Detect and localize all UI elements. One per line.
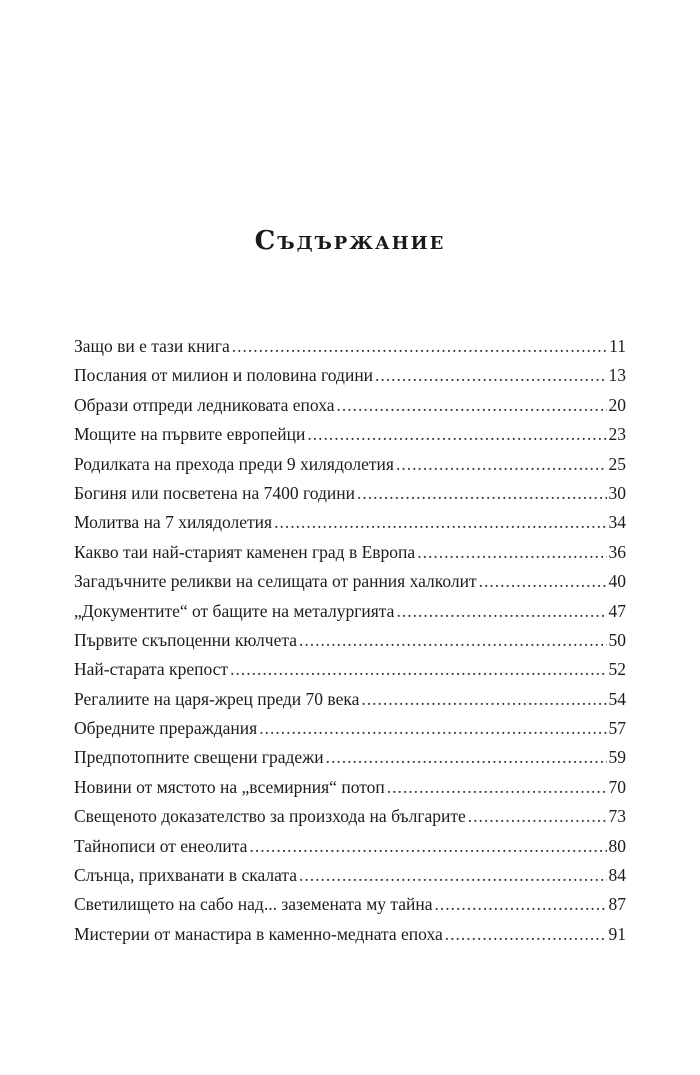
toc-entry [74,391,626,420]
toc-entry-title: Свещеното доказателство за произхода на българите [74,806,466,827]
toc-leader-dots [387,773,607,802]
toc-entry-title: Защо ви е тази книга [74,336,230,356]
toc-entry-title: Загадъчните реликви на селищата от ранния халколит [74,571,477,592]
toc-entry [74,802,626,831]
toc-leader-dots [307,420,606,449]
toc-entry-page-number: 87 [608,894,626,915]
toc-entry [74,655,626,684]
toc-entry-title: Мистерии от манастира в каменно-медната епоха [74,923,443,944]
toc-leader-dots [274,508,606,537]
toc-entry-title: Най-старата крепост [74,659,229,680]
toc-entry [74,567,626,596]
toc-leader-dots [357,479,606,508]
toc-entry-title: Предпотопните свещени градежи [74,747,324,768]
toc-leader-dots [299,626,607,655]
toc-entry [74,538,626,567]
toc-entry-title: Богиня или посветена на 7400 години [74,482,356,503]
toc-entry-title: Тайнописи от енеолита [74,835,248,856]
toc-entry [74,361,626,390]
toc-entry-title: Образи отпреди ледниковата епоха [74,394,335,415]
table-of-contents [74,332,626,949]
toc-entry [74,626,626,655]
toc-leader-dots [375,361,606,390]
toc-entry [74,597,626,626]
toc-leader-dots [396,450,607,479]
toc-entry-title: Слънца, прихванати в скалата [74,865,298,886]
toc-entry [74,743,626,772]
toc-entry [74,861,626,890]
toc-entry-page-number: 52 [608,659,626,680]
toc-entry [74,508,626,537]
toc-entry-page-number: 70 [608,776,626,797]
toc-entry-page-number: 47 [608,600,626,621]
toc-entry-page-number: 57 [608,718,626,739]
toc-entry-page-number: 20 [608,394,626,415]
toc-leader-dots [249,832,606,861]
toc-leader-dots [468,802,607,831]
toc-entry-title: Обредните прераждания [74,718,258,739]
toc-entry [74,832,626,861]
toc-entry [74,479,626,508]
toc-leader-dots [396,597,606,626]
toc-entry [74,685,626,714]
toc-leader-dots [326,743,607,772]
toc-entry-page-number: 34 [608,512,626,533]
toc-entry-page-number: 73 [608,806,626,827]
toc-entry-title: Мощите на първите европейци [74,424,306,445]
toc-leader-dots [337,391,607,420]
toc-entry [74,920,626,949]
toc-entry-page-number: 50 [608,629,626,650]
toc-entry-title: Регалиите на царя-жрец преди 70 века [74,688,360,709]
toc-entry-title: Молитва на 7 хилядолетия [74,512,273,533]
toc-entry [74,420,626,449]
toc-entry-title: Първите скъпоценни кюлчета [74,629,297,650]
toc-entry [74,890,626,919]
toc-entry-page-number: 84 [608,865,626,886]
toc-entry-page-number: 91 [608,923,626,944]
toc-entry-title: Новини от мястото на „всемирния“ потоп [74,776,385,797]
toc-entry-page-number: 59 [608,747,626,768]
toc-entry-page-number: 13 [608,365,626,386]
toc-leader-dots [445,920,607,949]
toc-leader-dots [435,890,607,919]
toc-entry-title: „Документите“ от бащите на металургията [74,600,395,621]
toc-leader-dots [232,332,607,361]
toc-leader-dots [417,538,606,567]
toc-entry [74,450,626,479]
toc-leader-dots [230,655,606,684]
toc-leader-dots [259,714,606,743]
toc-entry-page-number: 36 [608,541,626,562]
toc-entry-title: Послания от милион и половина години [74,365,374,386]
toc-entry-title: Какво таи най-старият каменен град в Европа [74,541,416,562]
toc-entry-page-number: 30 [608,482,626,503]
toc-entry-page-number: 11 [609,336,626,356]
toc-entry-page-number: 40 [608,571,626,592]
toc-leader-dots [479,567,607,596]
toc-entry-title: Родилката на прехода преди 9 хилядолетия [74,453,394,474]
toc-entry [74,773,626,802]
page-title: Съдържание [254,226,446,256]
toc-entry-page-number: 80 [608,835,626,856]
toc-entry-page-number: 25 [608,453,626,474]
toc-entry-page-number: 23 [608,424,626,445]
toc-entry-page-number: 54 [608,688,626,709]
toc-leader-dots [299,861,606,890]
toc-entry [74,714,626,743]
toc-leader-dots [361,685,606,714]
toc-entry [74,332,626,361]
toc-entry-title: Светилището на сабо над... заземената му тайна [74,894,433,915]
